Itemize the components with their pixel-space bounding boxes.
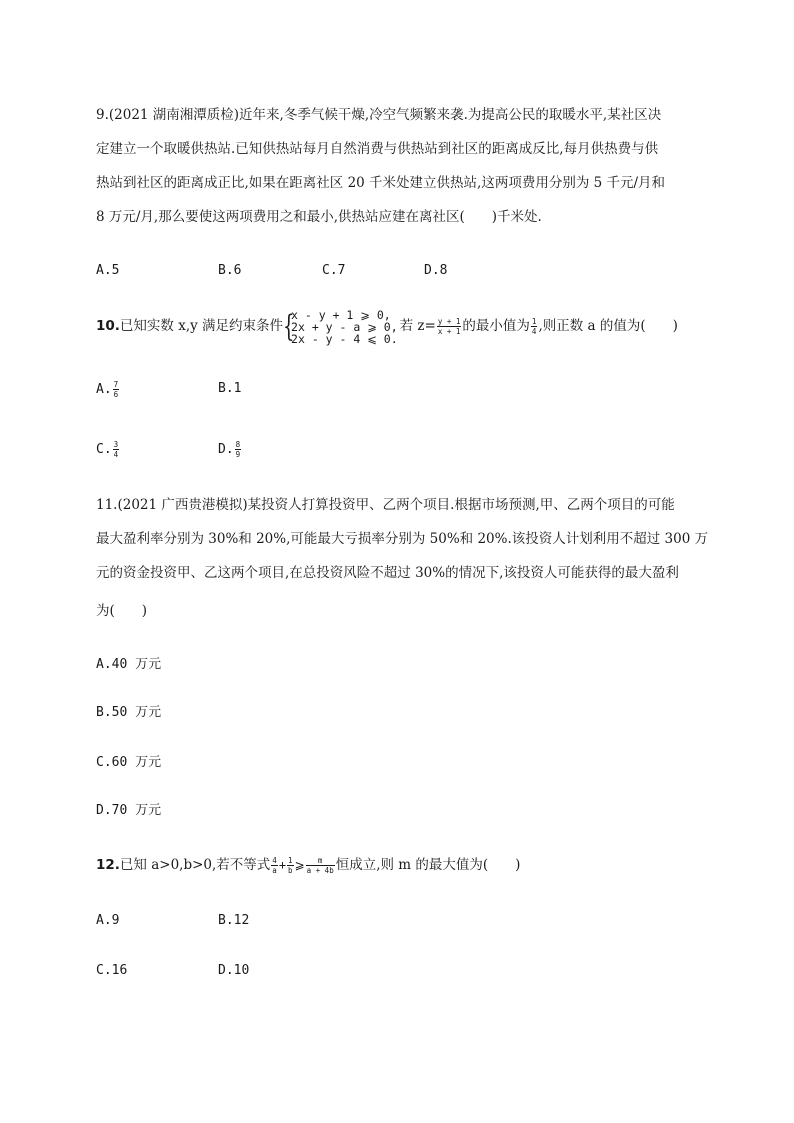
q12-text-b: 恒成立,则 m 的最大值为( ) bbox=[335, 857, 521, 873]
q10-option-a-denominator: 6 bbox=[113, 390, 119, 399]
q12-f3-numerator: m bbox=[306, 856, 335, 866]
q10-option-a-label: A. bbox=[96, 382, 112, 397]
q10-min-numerator: 1 bbox=[531, 317, 537, 326]
q11-option-b[interactable]: B.50 万元 bbox=[96, 705, 162, 720]
q10-option-d[interactable] bbox=[218, 440, 242, 459]
q10-option-b[interactable]: B.1 bbox=[218, 381, 242, 396]
q10-constraint-2: 2x + y - a ⩾ 0, bbox=[291, 319, 398, 334]
q12-fraction-m-over-sum bbox=[306, 856, 335, 875]
q10-text-a: 已知实数 x,y 满足约束条件 bbox=[119, 318, 284, 334]
q11-option-d[interactable]: D.70 万元 bbox=[96, 803, 162, 818]
q11-option-a[interactable]: A.40 万元 bbox=[96, 657, 162, 672]
q9-option-d[interactable]: D.8 bbox=[424, 263, 448, 278]
q10-z-fraction bbox=[437, 317, 462, 336]
q10-number: 10. bbox=[96, 318, 120, 334]
q10-option-c[interactable] bbox=[96, 440, 120, 459]
q11-line-4: 为( ) bbox=[96, 603, 148, 619]
q9-line-3: 热站到社区的距离成正比,如果在距离社区 20 千米处建立供热站,这两项费用分别为 5 千元/月和 bbox=[96, 175, 666, 191]
q10-stem bbox=[96, 306, 678, 346]
q12-option-a[interactable]: A.9 bbox=[96, 913, 120, 928]
q10-text-d: ,则正数 a 的值为( ) bbox=[538, 318, 678, 334]
q12-plus-sign: + bbox=[278, 858, 287, 872]
q10-min-denominator: 4 bbox=[531, 327, 537, 336]
q12-option-c[interactable]: C.16 bbox=[96, 963, 128, 978]
q10-option-d-numerator: 8 bbox=[235, 440, 241, 449]
q12-fraction-4-over-a bbox=[271, 856, 278, 875]
q10-constraint-1: x - y + 1 ⩾ 0, bbox=[291, 307, 391, 322]
q12-f2-denominator: b bbox=[288, 866, 293, 875]
q11-line-3: 元的资金投资甲、乙这两个项目,在总投资风险不超过 30%的情况下,该投资人可能获得的最大盈利 bbox=[96, 565, 679, 581]
q10-option-a[interactable] bbox=[96, 380, 120, 399]
q12-f1-numerator: 4 bbox=[272, 856, 277, 865]
q12-stem bbox=[96, 856, 520, 875]
q12-option-d[interactable]: D.10 bbox=[218, 963, 250, 978]
q9-line-2: 定建立一个取暖供热站.已知供热站每月自然消费与供热站到社区的距离成反比,每月供热费与供 bbox=[96, 141, 659, 157]
q9-option-c[interactable]: C.7 bbox=[322, 263, 346, 278]
q11-line-1: 11.(2021 广西贵港模拟)某投资人打算投资甲、乙两个项目.根据市场预测,甲、乙两个项目的可能 bbox=[96, 497, 675, 513]
q11-option-c[interactable]: C.60 万元 bbox=[96, 755, 162, 770]
q9-option-a[interactable]: A.5 bbox=[96, 263, 120, 278]
q10-z-denominator: x + 1 bbox=[437, 327, 461, 336]
q10-option-d-label: D. bbox=[218, 442, 234, 457]
q10-text-b: 若 z= bbox=[399, 318, 436, 334]
q10-text-c: 的最小值为 bbox=[462, 318, 530, 334]
q10-option-d-fraction bbox=[235, 440, 242, 459]
q12-fraction-1-over-b bbox=[287, 856, 294, 875]
q12-f1-denominator: a bbox=[272, 866, 277, 875]
q10-option-c-label: C. bbox=[96, 442, 112, 457]
q12-f3-denominator: a + 4b bbox=[306, 866, 334, 875]
q9-option-b[interactable]: B.6 bbox=[218, 263, 242, 278]
q9-line-4: 8 万元/月,那么要使这两项费用之和最小,供热站应建在离社区( )千米处. bbox=[96, 209, 542, 225]
q10-option-a-numerator: 7 bbox=[113, 380, 119, 389]
q12-number: 12. bbox=[96, 857, 120, 873]
q10-option-c-fraction bbox=[113, 440, 120, 459]
q10-z-numerator: y + 1 bbox=[437, 317, 461, 326]
q10-option-a-fraction bbox=[113, 380, 120, 399]
q10-constraint-system bbox=[283, 309, 398, 345]
q10-option-d-denominator: 9 bbox=[235, 450, 241, 459]
q10-option-c-denominator: 4 bbox=[113, 450, 119, 459]
q12-geq-sign: ⩾ bbox=[294, 858, 305, 872]
q12-option-b[interactable]: B.12 bbox=[218, 913, 250, 928]
q9-line-1: 9.(2021 湖南湘潭质检)近年来,冬季气候干燥,冷空气频繁来袭.为提高公民的取暖水平,某社区决 bbox=[96, 107, 662, 123]
left-brace-icon: { bbox=[283, 308, 295, 344]
q12-f2-numerator: 1 bbox=[288, 856, 293, 865]
q10-option-c-numerator: 3 bbox=[113, 440, 119, 449]
q10-min-fraction bbox=[531, 317, 538, 336]
q11-line-2: 最大盈利率分别为 30%和 20%,可能最大亏损率分别为 50%和 20%.该投资人计划利用不超过 300 万 bbox=[96, 531, 709, 547]
q12-text-a: 已知 a>0,b>0,若不等式 bbox=[119, 857, 271, 873]
q10-constraint-3: 2x - y - 4 ⩽ 0. bbox=[291, 331, 398, 346]
